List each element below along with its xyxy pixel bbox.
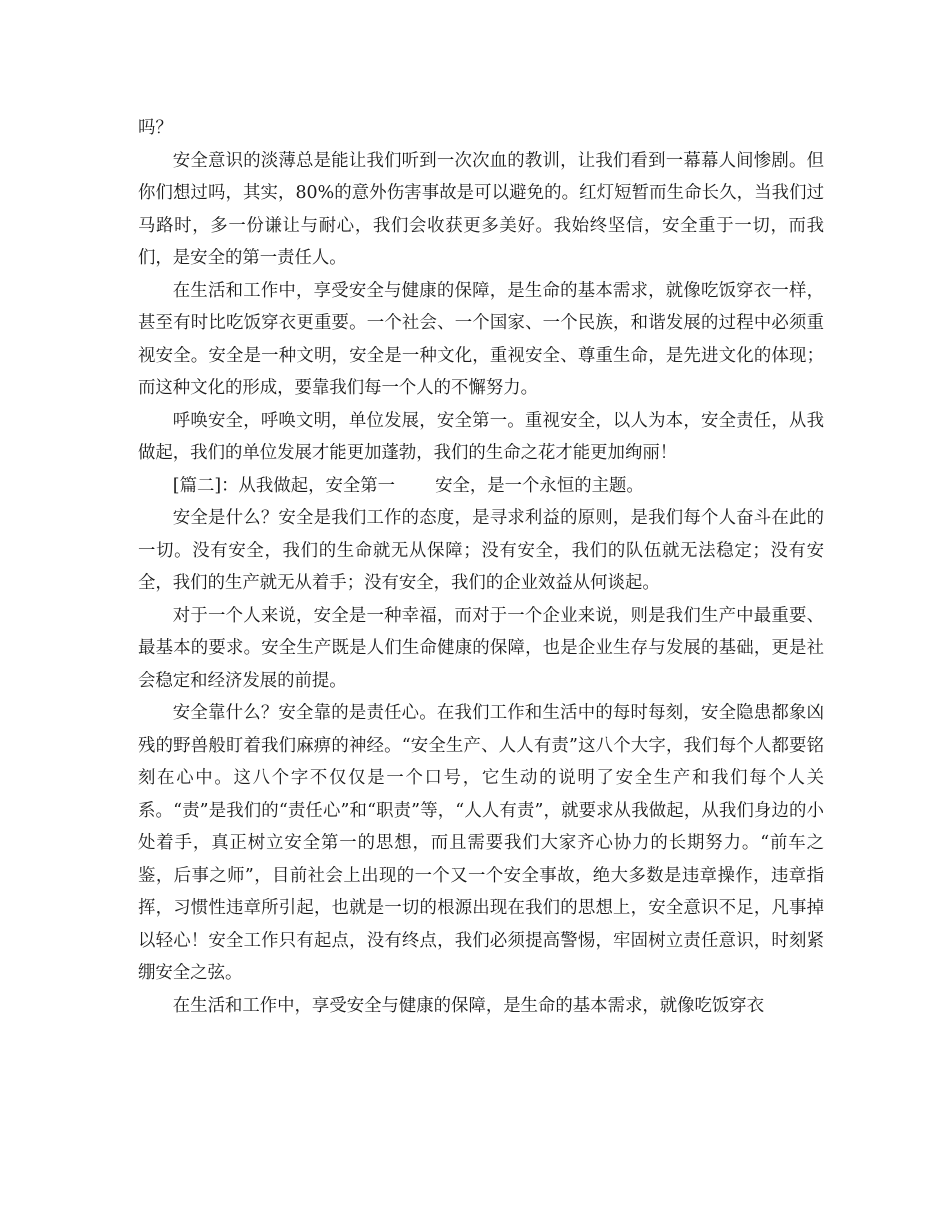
paragraph: 在生活和工作中，享受安全与健康的保障，是生命的基本需求，就像吃饭穿衣 [172,995,765,1016]
paragraph: 在生活和工作中，享受安全与健康的保障，是生命的基本需求，就像吃饭穿衣一样，甚至有时比吃饭穿衣更重要。一个社会、一个国家、一个民族，和谐发展的过程中必须重视安全。安全是一种文明，安全是一种文化，重视安全、尊重生命，是先进文化的体现；而这种文化的形成，要靠我们每一个人的不懈努力。 [138,280,824,398]
paragraph: 安全意识的淡薄总是能让我们听到一次次血的教训，让我们看到一幕幕人间惨剧。但你们想过吗，其实，80%的意外伤害事故是可以避免的。红灯短暂而生命长久，当我们过马路时，多一份谦让与耐心，我们会收获更多美好。我始终坚信，安全重于一切，而我们，是安全的第一责任人。 [138,150,824,268]
paragraph: 对于一个人来说，安全是一种幸福，而对于一个企业来说，则是我们生产中最重要、最基本的要求。安全生产既是人们生命健康的保障，也是企业生存与发展的基础，更是社会稳定和经济发展的前提。 [138,605,824,691]
paragraph-continuation: 吗？ [138,118,173,138]
section-heading: [篇二]：从我做起，安全第一 [172,475,396,496]
paragraph: 呼唤安全，呼唤文明，单位发展，安全第一。重视安全，以人为本，安全责任，从我做起，我们的单位发展才能更加蓬勃，我们的生命之花才能更加绚丽！ [138,410,824,463]
section-lead: 安全，是一个永恒的主题。 [435,475,644,496]
paragraph: 安全是什么？安全是我们工作的态度，是寻求利益的原则，是我们每个人奋斗在此的一切。没有安全，我们的生命就无从保障；没有安全，我们的队伍就无法稳定；没有安全，我们的生产就无从着手；没有安全，我们的企业效益从何谈起。 [138,508,824,593]
document-page [138,112,824,1022]
paragraph: 安全靠什么？安全靠的是责任心。在我们工作和生活中的每时每刻，安全隐患都象凶残的野兽般盯着我们麻痹的神经。“安全生产、人人有责”这八个大字，我们每个人都要铭刻在心中。这八个字不仅仅是一个口号，它生动的说明了安全生产和我们每个人关系。“责”是我们的“责任心”和“职责”等，“人人有责”，就要求从我做起，从我们身边的小处着手，真正树立安全第一的思想，而且需要我们大家齐心协力的长期努力。“前车之鉴，后事之师”，目前社会上出现的一个又一个安全事故，绝大多数是违章操作，违章指挥，习惯性违章所引起，也就是一切的根源出现在我们的思想上，安全意识不足，凡事掉以轻心！安全工作只有起点，没有终点，我们必须提高警惕，牢固树立责任意识，时刻紧绷安全之弦。 [138,703,824,983]
section-heading-line [138,470,824,503]
